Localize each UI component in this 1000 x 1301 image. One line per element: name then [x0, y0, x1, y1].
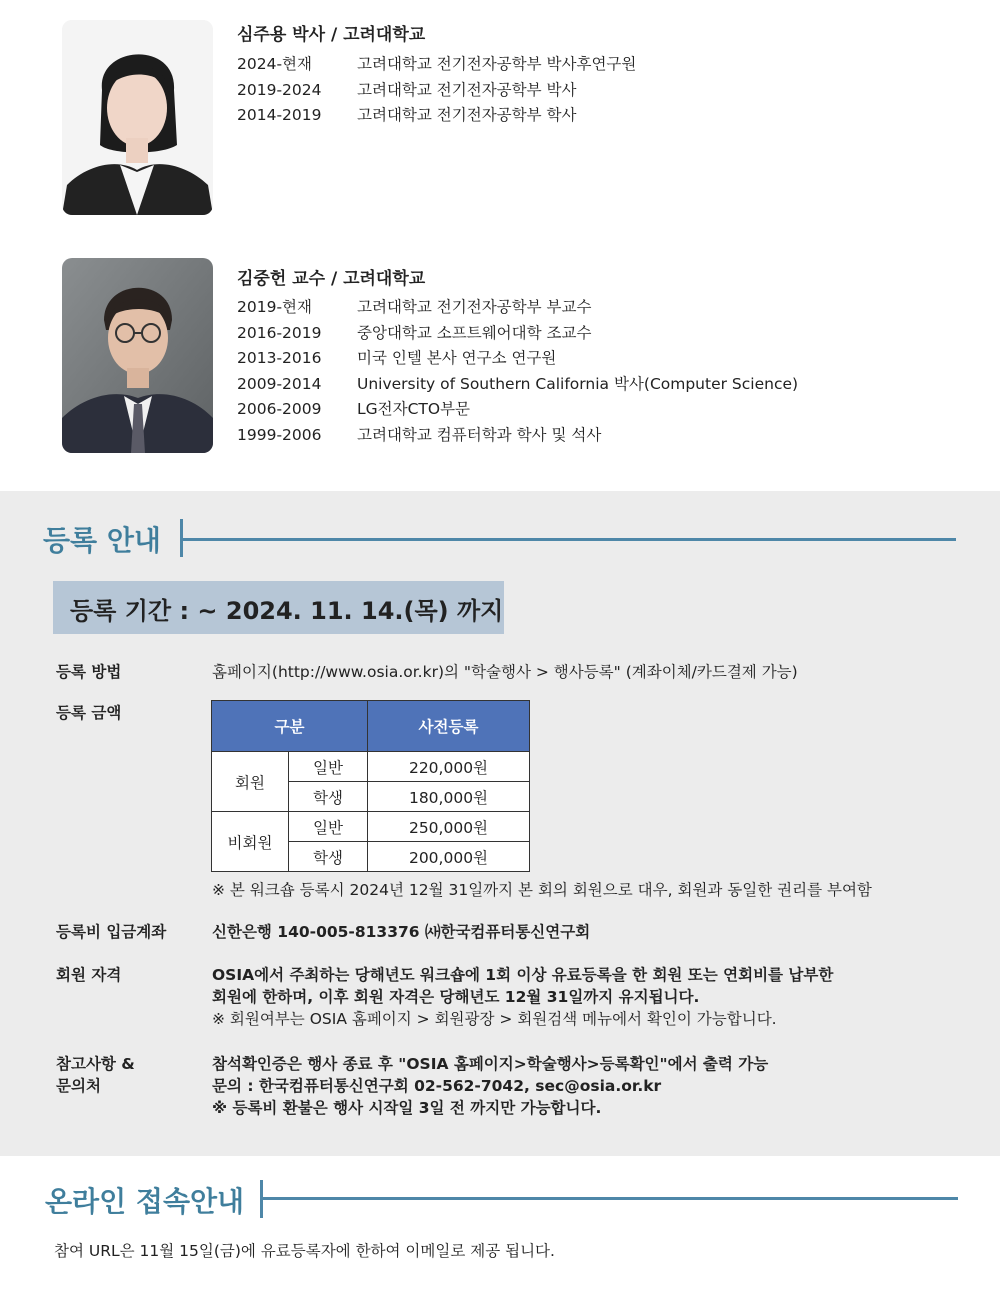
fee-header-category: 구분: [212, 701, 368, 752]
fee-type: 일반: [289, 812, 368, 842]
career-row: [237, 52, 636, 78]
career-desc: 고려대학교 전기전자공학부 박사후연구원: [357, 55, 637, 73]
career-years: 2014-2019: [237, 106, 322, 124]
section-divider: [180, 538, 956, 541]
fee-group: 비회원: [212, 812, 289, 872]
career-years: 2016-2019: [237, 323, 322, 342]
speaker-1-photo: [62, 20, 213, 215]
qualification-label: 회원 자격: [56, 966, 122, 984]
career-desc: 미국 인텔 본사 연구소 연구원: [357, 349, 557, 367]
qualification-line: 회원에 한하며, 이후 회원 자격은 당해년도 12월 31일까지 유지됩니다.: [212, 988, 700, 1006]
career-row: [237, 78, 636, 104]
career-years: 2006-2009: [237, 400, 322, 418]
fee-table: [211, 700, 530, 872]
career-years: 2009-2014: [237, 374, 322, 393]
fee-amount: 200,000원: [368, 842, 530, 872]
contact-label-2: 문의처: [56, 1077, 101, 1095]
section-divider: [260, 1197, 958, 1200]
career-row: [237, 372, 798, 398]
career-desc: 고려대학교 전기전자공학부 박사: [357, 80, 577, 99]
account-label: 등록비 입금계좌: [56, 923, 167, 941]
speaker-2-career: [237, 295, 798, 448]
speaker-2-photo: [62, 258, 213, 453]
career-row: [237, 423, 798, 449]
speaker-1-name: 심주용 박사 / 고려대학교: [237, 25, 426, 45]
speaker-2-name: 김중헌 교수 / 고려대학교: [237, 269, 426, 289]
career-years: 2019-2024: [237, 80, 322, 99]
contact-label: 참고사항 &: [56, 1055, 135, 1073]
fee-group: 회원: [212, 752, 289, 812]
fee-header-early: 사전등록: [368, 701, 530, 752]
fee-note: ※ 본 워크숍 등록시 2024년 12월 31일까지 본 회의 회원으로 대우, 회원과 동일한 권리를 부여함: [212, 881, 872, 899]
career-row: [237, 346, 798, 372]
career-desc: University of Southern California 박사(Computer Science): [357, 374, 799, 393]
fee-amount: 180,000원: [368, 782, 530, 812]
speaker-1-career: [237, 52, 636, 129]
career-desc: 고려대학교 컴퓨터학과 학사 및 석사: [357, 425, 602, 444]
career-desc: 고려대학교 전기전자공학부 학사: [357, 106, 577, 124]
career-desc: 고려대학교 전기전자공학부 부교수: [357, 298, 592, 316]
career-years: 1999-2006: [237, 425, 322, 444]
method-label: 등록 방법: [56, 663, 122, 681]
career-row: [237, 321, 798, 347]
career-desc: LG전자CTO부문: [357, 400, 471, 418]
online-title: 온라인 접속안내: [45, 1185, 245, 1218]
qualification-note: ※ 회원여부는 OSIA 홈페이지 > 회원광장 > 회원검색 메뉴에서 확인이 가능합니다.: [212, 1010, 777, 1028]
registration-period: 등록 기간 : ~ 2024. 11. 14.(목) 까지: [70, 597, 504, 625]
method-value: 홈페이지(http://www.osia.or.kr)의 "학술행사 > 행사등록" (계좌이체/카드결제 가능): [212, 663, 798, 681]
career-years: 2013-2016: [237, 349, 322, 367]
career-row: [237, 397, 798, 423]
career-row: [237, 103, 636, 129]
career-desc: 중앙대학교 소프트웨어대학 조교수: [357, 323, 592, 342]
contact-note: ※ 등록비 환불은 행사 시작일 3일 전 까지만 가능합니다.: [212, 1099, 602, 1117]
career-row: [237, 295, 798, 321]
fee-label: 등록 금액: [56, 704, 122, 722]
fee-type: 일반: [289, 752, 368, 782]
registration-title: 등록 안내: [43, 524, 161, 557]
fee-type: 학생: [289, 842, 368, 872]
fee-amount: 250,000원: [368, 812, 530, 842]
qualification-line: OSIA에서 주최하는 당해년도 워크숍에 1회 이상 유료등록을 한 회원 또는 연회비를 납부한: [212, 966, 834, 984]
fee-table-header: [212, 701, 530, 752]
career-years: 2024-현재: [237, 55, 312, 73]
table-row: [212, 752, 530, 782]
career-years: 2019-현재: [237, 298, 312, 316]
contact-line: 문의 : 한국컴퓨터통신연구회 02-562-7042, sec@osia.or.kr: [212, 1077, 662, 1095]
account-value: 신한은행 140-005-813376 ㈔한국컴퓨터통신연구회: [212, 923, 591, 941]
online-note: 참여 URL은 11월 15일(금)에 유료등록자에 한하여 이메일로 제공 됩니다.: [54, 1242, 555, 1260]
fee-amount: 220,000원: [368, 752, 530, 782]
contact-line: 참석확인증은 행사 종료 후 "OSIA 홈페이지>학술행사>등록확인"에서 출력 가능: [212, 1055, 769, 1073]
table-row: [212, 812, 530, 842]
fee-type: 학생: [289, 782, 368, 812]
